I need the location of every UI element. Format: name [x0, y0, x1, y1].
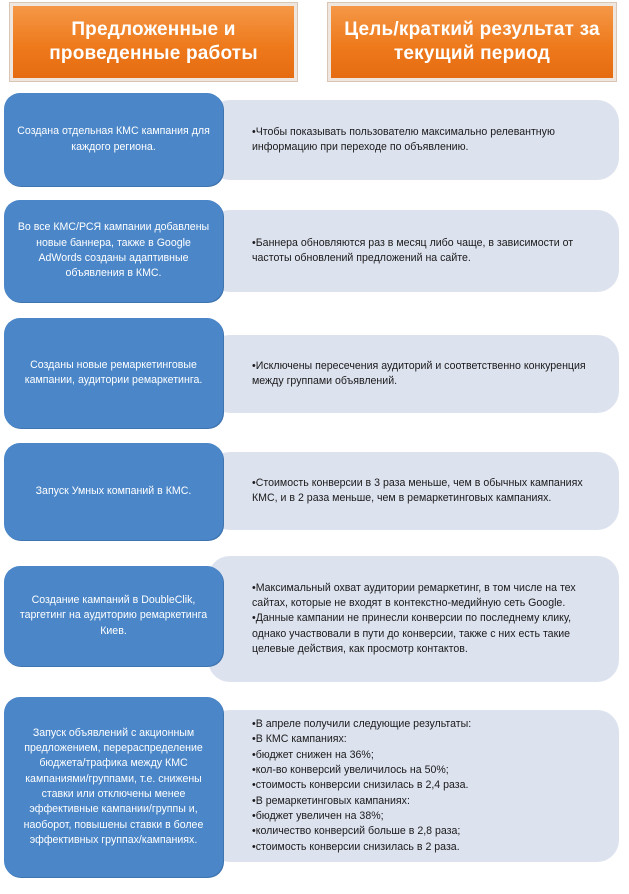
- result-text: Чтобы показывать пользователю максимально релевантную информацию при переходе по объявлению.: [252, 125, 555, 153]
- result-text: Данные кампании не принесли конверсии по последнему клику, однако участвовали в пути до конверсии, также с них есть такие целевые действия, как просмотр контактов.: [252, 612, 572, 656]
- result-item: •Стоимость конверсии в 3 раза меньше, чем в обычных кампаниях КМС, и в 2 раза меньше, чем в ремаркетинговых кампаниях.: [252, 476, 583, 504]
- result-item: •Максимальный охват аудитории ремаркетинг, в том числе на тех сайтах, которые не входят в контекстно-медийную сеть Google.: [252, 581, 576, 609]
- result-text: бюджет снижен на 36%;: [255, 748, 374, 761]
- result-text: В апреле получили следующие результаты:: [255, 717, 472, 730]
- work-box-4: [4, 443, 223, 540]
- result-item: •Чтобы показывать пользователю максимально релевантную информацию при переходе по объявлению.: [252, 125, 555, 153]
- result-item: •Данные кампании не принесли конверсии по последнему клику, однако участвовали в пути до конверсии, также с них есть такие целевые действия, как просмотр контактов.: [252, 612, 572, 656]
- result-text: В ремаркетинговых кампаниях:: [255, 794, 410, 807]
- work-box-2: [4, 200, 223, 302]
- result-text: количество конверсий больше в 2,8 раза;: [255, 825, 461, 838]
- work-text: Запуск Умных компаний в КМС.: [35, 484, 192, 497]
- work-text: Запуск объявлений с акционным предложением, перераспределение бюджета/трафика между КМС кампаниями/группами, т.е. снижены ставки или отключены менее эффективные кампании/группы и, наоборот, повышены ставки в более эффективных группах/кампаниях.: [23, 726, 204, 847]
- result-item: •стоимость конверсии снизилась в 2 раза.: [252, 840, 460, 853]
- result-box-3: [208, 335, 619, 413]
- work-box-1: [4, 93, 223, 186]
- result-item: •кол-во конверсий увеличилось на 50%;: [252, 763, 449, 776]
- result-text: бюджет увеличен на 38%;: [255, 810, 384, 823]
- header-results-text: Цель/краткий результат за текущий период: [344, 19, 600, 64]
- result-box-4: [208, 452, 619, 530]
- result-item: •бюджет увеличен на 38%;: [252, 810, 384, 823]
- result-text: Баннера обновляются раз в месяц либо чаще, в зависимости от частоты обновлений предложений на сайте.: [252, 236, 574, 264]
- header-works-text: Предложенные и проведенные работы: [49, 19, 258, 64]
- result-item: •В ремаркетинговых кампаниях:: [252, 794, 410, 807]
- header-works: [9, 2, 298, 82]
- work-box-5: [4, 566, 223, 666]
- result-item: •В апреле получили следующие результаты:: [252, 717, 472, 730]
- result-text: В КМС кампаниях:: [255, 733, 347, 746]
- result-item: •количество конверсий больше в 2,8 раза;: [252, 825, 461, 838]
- work-text: Созданы новые ремаркетинговые кампании, аудитории ремаркетинга.: [24, 358, 203, 386]
- result-text: стоимость конверсии снизилась в 2 раза.: [255, 840, 460, 853]
- result-box-5: [208, 556, 619, 682]
- work-text: Создание кампаний в DoubleClik, таргетинг на аудиторию ремаркетинга Киев.: [19, 593, 208, 637]
- result-text: кол-во конверсий увеличилось на 50%;: [255, 763, 449, 776]
- result-box-6: [208, 710, 619, 862]
- result-item: •Баннера обновляются раз в месяц либо чаще, в зависимости от частоты обновлений предложений на сайте.: [252, 236, 574, 264]
- work-box-6: [4, 697, 223, 877]
- result-item: •бюджет снижен на 36%;: [252, 748, 374, 761]
- result-item: •В КМС кампаниях:: [252, 733, 347, 746]
- result-text: стоимость конверсии снизилась в 2,4 раза.: [255, 779, 469, 792]
- result-text: Исключены пересечения аудиторий и соответственно конкуренция между группами объявлений.: [252, 359, 586, 387]
- work-box-3: [4, 318, 223, 428]
- result-item: •стоимость конверсии снизилась в 2,4 раза.: [252, 779, 469, 792]
- header-results: [327, 2, 617, 82]
- result-box-1: [208, 100, 619, 180]
- result-text: Максимальный охват аудитории ремаркетинг, в том числе на тех сайтах, которые не входят в контекстно-медийную сеть Google.: [252, 581, 576, 609]
- work-text: Создана отдельная КМС кампания для каждого региона.: [17, 125, 210, 153]
- result-box-2: [208, 210, 619, 292]
- result-item: •Исключены пересечения аудиторий и соответственно конкуренция между группами объявлений.: [252, 359, 586, 387]
- work-text: Во все КМС/РСЯ кампании добавлены новые баннера, также в Google AdWords созданы адаптивные объявления в КМС.: [17, 221, 210, 280]
- result-text: Стоимость конверсии в 3 раза меньше, чем в обычных кампаниях КМС, и в 2 раза меньше, чем в ремаркетинговых кампаниях.: [252, 476, 583, 504]
